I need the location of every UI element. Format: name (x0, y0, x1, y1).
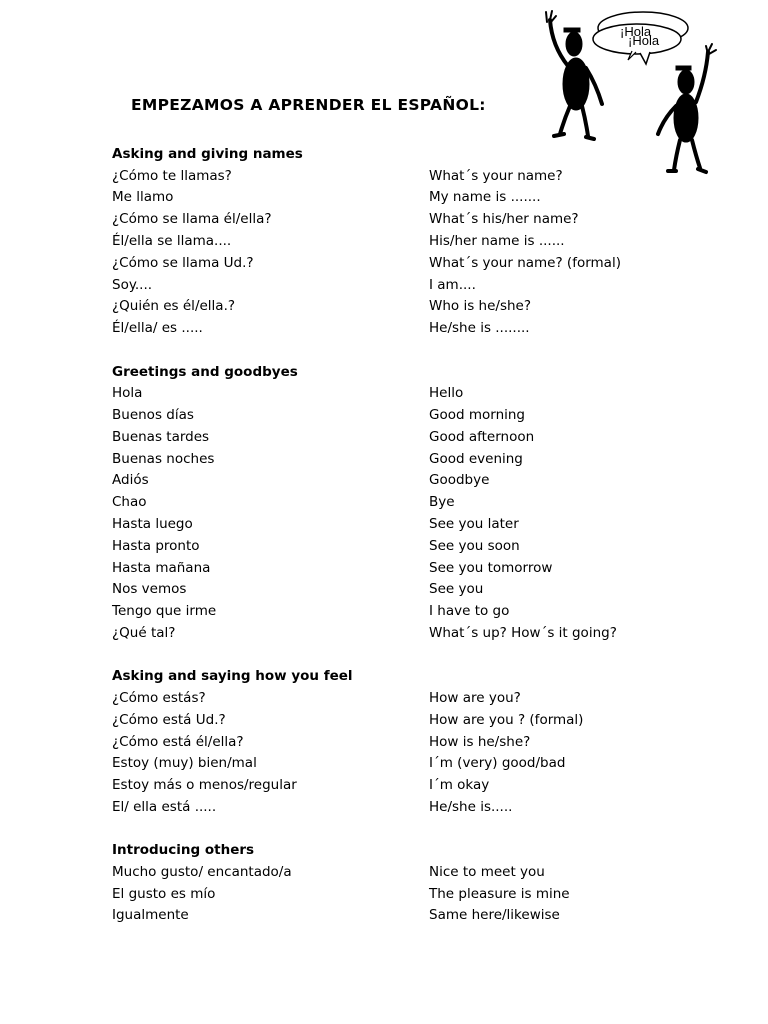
english-phrase: Goodbye (429, 472, 490, 489)
vocab-row (112, 296, 672, 318)
spanish-phrase: ¿Qué tal? (112, 624, 176, 641)
spanish-phrase: Igualmente (112, 907, 189, 924)
english-phrase: How are you ? (formal) (429, 711, 584, 728)
vocab-row (112, 905, 672, 927)
waving-figure-left-icon (546, 11, 602, 139)
vocab-row (112, 732, 672, 754)
section-how-you-feel (112, 666, 672, 818)
spanish-phrase: Hasta mañana (112, 559, 211, 576)
vocab-row (112, 470, 672, 492)
spanish-phrase: Estoy (muy) bien/mal (112, 755, 257, 772)
english-phrase: What´s your name? (formal) (429, 254, 621, 271)
spanish-phrase: Buenas noches (112, 450, 215, 467)
vocab-row (112, 862, 672, 884)
spanish-phrase: ¿Cómo estás? (112, 689, 206, 706)
section-greetings (112, 362, 672, 645)
vocabulary-list (112, 144, 672, 949)
section-heading: Asking and saying how you feel (112, 668, 353, 685)
vocab-row (112, 405, 672, 427)
english-phrase: His/her name is ...... (429, 232, 565, 249)
english-phrase: See you (429, 581, 484, 598)
vocab-row (112, 253, 672, 275)
vocab-row (112, 579, 672, 601)
vocab-row (112, 514, 672, 536)
vocab-row (112, 231, 672, 253)
vocab-row (112, 166, 672, 188)
vocab-row (112, 536, 672, 558)
spanish-phrase: Tengo que irme (112, 603, 217, 620)
english-phrase: Hello (429, 385, 464, 402)
english-phrase: Good evening (429, 450, 523, 467)
english-phrase: How is he/she? (429, 733, 531, 750)
page-title: EMPEZAMOS A APRENDER EL ESPAÑOL: (131, 96, 486, 114)
spanish-phrase: Él/ella se llama.... (112, 232, 232, 249)
english-phrase: Good afternoon (429, 428, 535, 445)
vocab-row (112, 884, 672, 906)
english-phrase: I´m (very) good/bad (429, 755, 566, 772)
english-phrase: I´m okay (429, 777, 490, 794)
vocab-row (112, 275, 672, 297)
section-heading: Greetings and goodbyes (112, 363, 298, 380)
spanish-phrase: El/ ella está ..... (112, 798, 217, 815)
english-phrase: The pleasure is mine (429, 885, 570, 902)
spanish-phrase: El gusto es mío (112, 885, 216, 902)
english-phrase: What´s up? How´s it going? (429, 624, 617, 641)
vocab-row (112, 775, 672, 797)
english-phrase: Good morning (429, 406, 525, 423)
vocab-row (112, 209, 672, 231)
english-phrase: I am.... (429, 276, 476, 293)
english-phrase: He/she is..... (429, 798, 513, 815)
spanish-phrase: Buenas tardes (112, 428, 210, 445)
spanish-phrase: Me llamo (112, 189, 174, 206)
vocab-row (112, 383, 672, 405)
vocab-row (112, 688, 672, 710)
spanish-phrase: Chao (112, 494, 147, 511)
vocab-row (112, 710, 672, 732)
spanish-phrase: ¿Cómo se llama él/ella? (112, 211, 272, 228)
spanish-phrase: Él/ella/ es ..... (112, 320, 203, 337)
section-heading: Asking and giving names (112, 146, 303, 162)
english-phrase: I have to go (429, 603, 510, 620)
section-introducing-others (112, 840, 672, 927)
english-phrase: See you soon (429, 537, 520, 554)
section-heading: Introducing others (112, 842, 255, 859)
english-phrase: Nice to meet you (429, 863, 545, 880)
english-phrase: What´s your name? (429, 167, 563, 184)
english-phrase: See you tomorrow (429, 559, 553, 576)
vocab-row (112, 623, 672, 645)
spanish-phrase: ¿Quién es él/ella.? (112, 298, 236, 315)
english-phrase: What´s his/her name? (429, 211, 579, 228)
spanish-phrase: Hasta luego (112, 515, 193, 532)
vocab-row (112, 318, 672, 340)
vocab-row (112, 187, 672, 209)
spanish-phrase: Nos vemos (112, 581, 187, 598)
spanish-phrase: Mucho gusto/ encantado/a (112, 863, 292, 880)
section-asking-names (112, 144, 672, 340)
spanish-phrase: ¿Cómo está él/ella? (112, 733, 244, 750)
english-phrase: He/she is ........ (429, 320, 530, 337)
vocab-row (112, 797, 672, 819)
spanish-phrase: Hasta pronto (112, 537, 200, 554)
spanish-phrase: ¿Cómo se llama Ud.? (112, 254, 254, 271)
vocab-row (112, 558, 672, 580)
english-phrase: Who is he/she? (429, 298, 532, 315)
vocab-row (112, 753, 672, 775)
english-phrase: Bye (429, 494, 455, 511)
spanish-phrase: ¿Cómo está Ud.? (112, 711, 226, 728)
vocab-row (112, 492, 672, 514)
english-phrase: See you later (429, 515, 519, 532)
english-phrase: My name is ....... (429, 189, 541, 206)
english-phrase: Same here/likewise (429, 907, 560, 924)
vocab-row (112, 601, 672, 623)
english-phrase: How are you? (429, 689, 521, 706)
spanish-phrase: ¿Cómo te llamas? (112, 167, 232, 184)
vocab-row (112, 449, 672, 471)
bubble-text-1: ¡Hola (620, 24, 652, 39)
spanish-phrase: Soy.... (112, 276, 153, 293)
spanish-phrase: Adiós (112, 472, 149, 489)
bubble-text-2: ¡Hola (628, 33, 660, 48)
vocab-row (112, 427, 672, 449)
spanish-phrase: Buenos días (112, 406, 194, 423)
spanish-phrase: Hola (112, 385, 143, 402)
spanish-phrase: Estoy más o menos/regular (112, 777, 297, 794)
